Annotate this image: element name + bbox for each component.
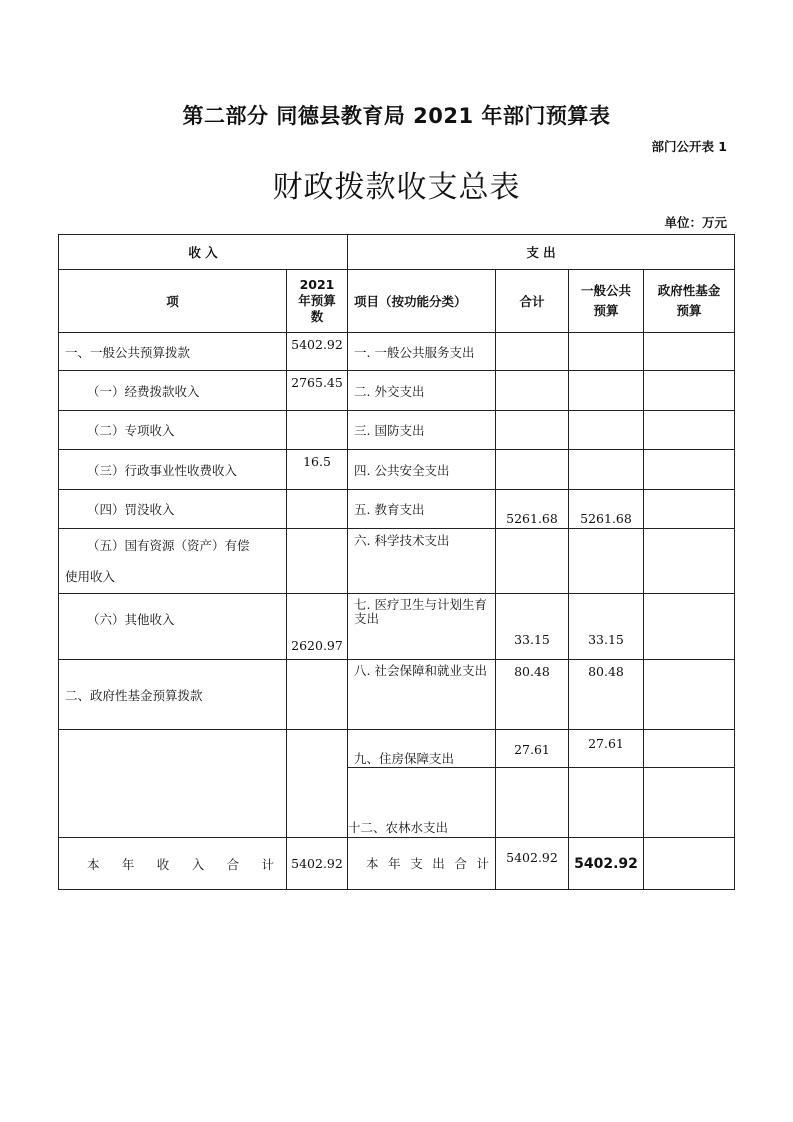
expense-total: 80.48 <box>496 660 569 730</box>
table-row <box>59 730 735 768</box>
expense-fund <box>644 450 735 490</box>
expense-total <box>496 529 569 594</box>
expense-item: 十二、农林水支出 <box>348 768 496 838</box>
expense-total-sum: 5402.92 <box>496 838 569 890</box>
expense-total-label: 本 年 支 出 合 计 <box>366 855 489 871</box>
table-title: 财政拨款收支总表 <box>272 170 521 205</box>
expense-general: 27.61 <box>569 730 644 768</box>
income-amount <box>287 660 348 730</box>
income-amount: 2620.97 <box>287 594 348 660</box>
expense-general: 33.15 <box>569 594 644 660</box>
income-amount: 16.5 <box>287 450 348 490</box>
expense-fund <box>644 730 735 768</box>
expense-total: 33.15 <box>496 594 569 660</box>
income-total-label: 本 年 收 入 合 计 <box>59 838 287 890</box>
table-row <box>59 371 735 411</box>
expense-total: 5261.68 <box>496 490 569 529</box>
fund-total-sum <box>644 838 735 890</box>
unit-label: 单位：万元 <box>664 215 727 230</box>
col-budget-2021: 2021 年预算数 <box>287 270 348 333</box>
income-item: （二）专项收入 <box>59 411 287 450</box>
table-row <box>59 490 735 529</box>
table-row <box>59 450 735 490</box>
expense-header: 支 出 <box>348 235 735 270</box>
form-number: 部门公开表 1 <box>651 139 727 154</box>
expense-item: 五. 教育支出 <box>348 490 496 529</box>
col-item: 项 <box>59 270 287 333</box>
income-item: （一）经费拨款收入 <box>59 371 287 411</box>
income-amount <box>287 490 348 529</box>
table-row <box>59 594 735 660</box>
income-item: （五）国有资源（资产）有偿 <box>87 538 250 553</box>
income-amount <box>287 730 348 838</box>
expense-item: 三. 国防支出 <box>348 411 496 450</box>
income-amount: 2765.45 <box>287 371 348 411</box>
budget-table <box>58 234 735 890</box>
table-row <box>59 411 735 450</box>
expense-total <box>496 411 569 450</box>
col-function-item: 项目（按功能分类） <box>348 270 496 333</box>
expense-item: 一. 一般公共服务支出 <box>348 333 496 371</box>
expense-fund <box>644 529 735 594</box>
income-amount <box>287 411 348 450</box>
expense-total <box>496 768 569 838</box>
expense-item: 七. 医疗卫生与计划生育支出 <box>348 594 496 660</box>
table-row <box>59 333 735 371</box>
income-amount: 5402.92 <box>287 333 348 371</box>
income-item: 二、政府性基金预算拨款 <box>59 660 287 730</box>
document-title: 第二部分 同德县教育局 2021 年部门预算表 <box>182 104 611 128</box>
expense-total <box>496 333 569 371</box>
expense-fund <box>644 490 735 529</box>
expense-item: 四. 公共安全支出 <box>348 450 496 490</box>
expense-item: 八. 社会保障和就业支出 <box>348 660 496 730</box>
table-row <box>59 660 735 730</box>
expense-general <box>569 371 644 411</box>
expense-item: 二. 外交支出 <box>348 371 496 411</box>
expense-fund <box>644 411 735 450</box>
expense-item: 九、住房保障支出 <box>348 730 496 768</box>
income-item-continued: 使用收入 <box>65 569 116 584</box>
income-amount <box>287 529 348 594</box>
income-item: （六）其他收入 <box>59 594 287 660</box>
expense-general <box>569 768 644 838</box>
total-row <box>59 838 735 890</box>
expense-total <box>496 371 569 411</box>
expense-fund <box>644 660 735 730</box>
expense-fund <box>644 768 735 838</box>
col-total: 合计 <box>496 270 569 333</box>
expense-general <box>569 411 644 450</box>
col-fund-budget: 政府性基金预算 <box>644 270 735 333</box>
expense-general <box>569 529 644 594</box>
income-total: 5402.92 <box>287 838 348 890</box>
expense-general: 5261.68 <box>569 490 644 529</box>
expense-general: 80.48 <box>569 660 644 730</box>
income-item: 一、一般公共预算拨款 <box>59 333 287 371</box>
expense-fund <box>644 594 735 660</box>
expense-total: 27.61 <box>496 730 569 768</box>
income-header: 收 入 <box>59 235 348 270</box>
expense-fund <box>644 371 735 411</box>
expense-general <box>569 450 644 490</box>
general-total-sum: 5402.92 <box>569 838 644 890</box>
expense-item: 六. 科学技术支出 <box>348 529 496 594</box>
income-item <box>59 730 287 838</box>
income-item: （三）行政事业性收费收入 <box>59 450 287 490</box>
income-item: （四）罚没收入 <box>59 490 287 529</box>
expense-total <box>496 450 569 490</box>
expense-general <box>569 333 644 371</box>
col-general-budget: 一般公共预算 <box>569 270 644 333</box>
table-row <box>59 529 735 594</box>
expense-fund <box>644 333 735 371</box>
